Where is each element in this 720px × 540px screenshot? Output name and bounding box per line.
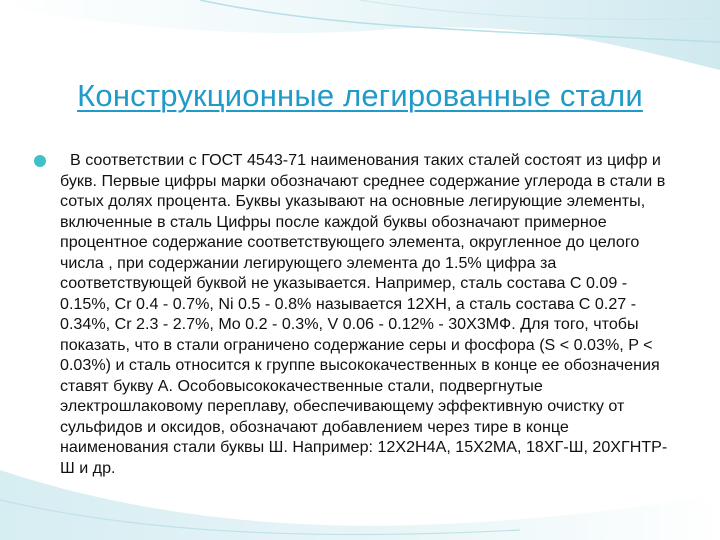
top-wave [0, 0, 720, 70]
slide-body-text: В соответствии с ГОСТ 4543-71 наименования таких сталей состоят из цифр и букв. Первые цифры марки обозначают среднее содержание углерода в стали в сотых долях процента. Буквы указывают на основные легирующие элементы, включенные в сталь Цифры после каждой буквы обозначают примерное процентное содержание соответствующего элемента, округленное до целого числа , при содержании легирующего элемента до 1.5% цифра за соответствующей буквой не указывается. Например, сталь состава С 0.09 - 0.15%, Cr 0.4 - 0.7%, Ni 0.5 - 0.8% называется 12ХН, а сталь состава С 0.27 - 0.34%, Cr 2.3 - 2.7%, Mo 0.2 - 0.3%, V 0.06 - 0.12% - 30Х3МФ. Для того, чтобы показать, что в стали ограничено содержание серы и фосфора (S < 0.03%, P < 0.03%) и сталь относится к группе высококачественных в конце ее обозначения ставят букву А. Особовысококачественные стали, подвергнутые электрошлаковому переплаву, обеспечивающему эффективную очистку от сульфидов и оксидов, обозначают добавлением через тире в конце наименования стали буквы Ш. Например: 12Х2Н4А, 15Х2МА, 18ХГ-Ш, 20ХГНТР-Ш и др. [60, 151, 668, 477]
bullet-icon [34, 155, 46, 167]
bottom-wave [0, 470, 720, 540]
slide-title: Конструкционные легированные стали [77, 78, 643, 113]
